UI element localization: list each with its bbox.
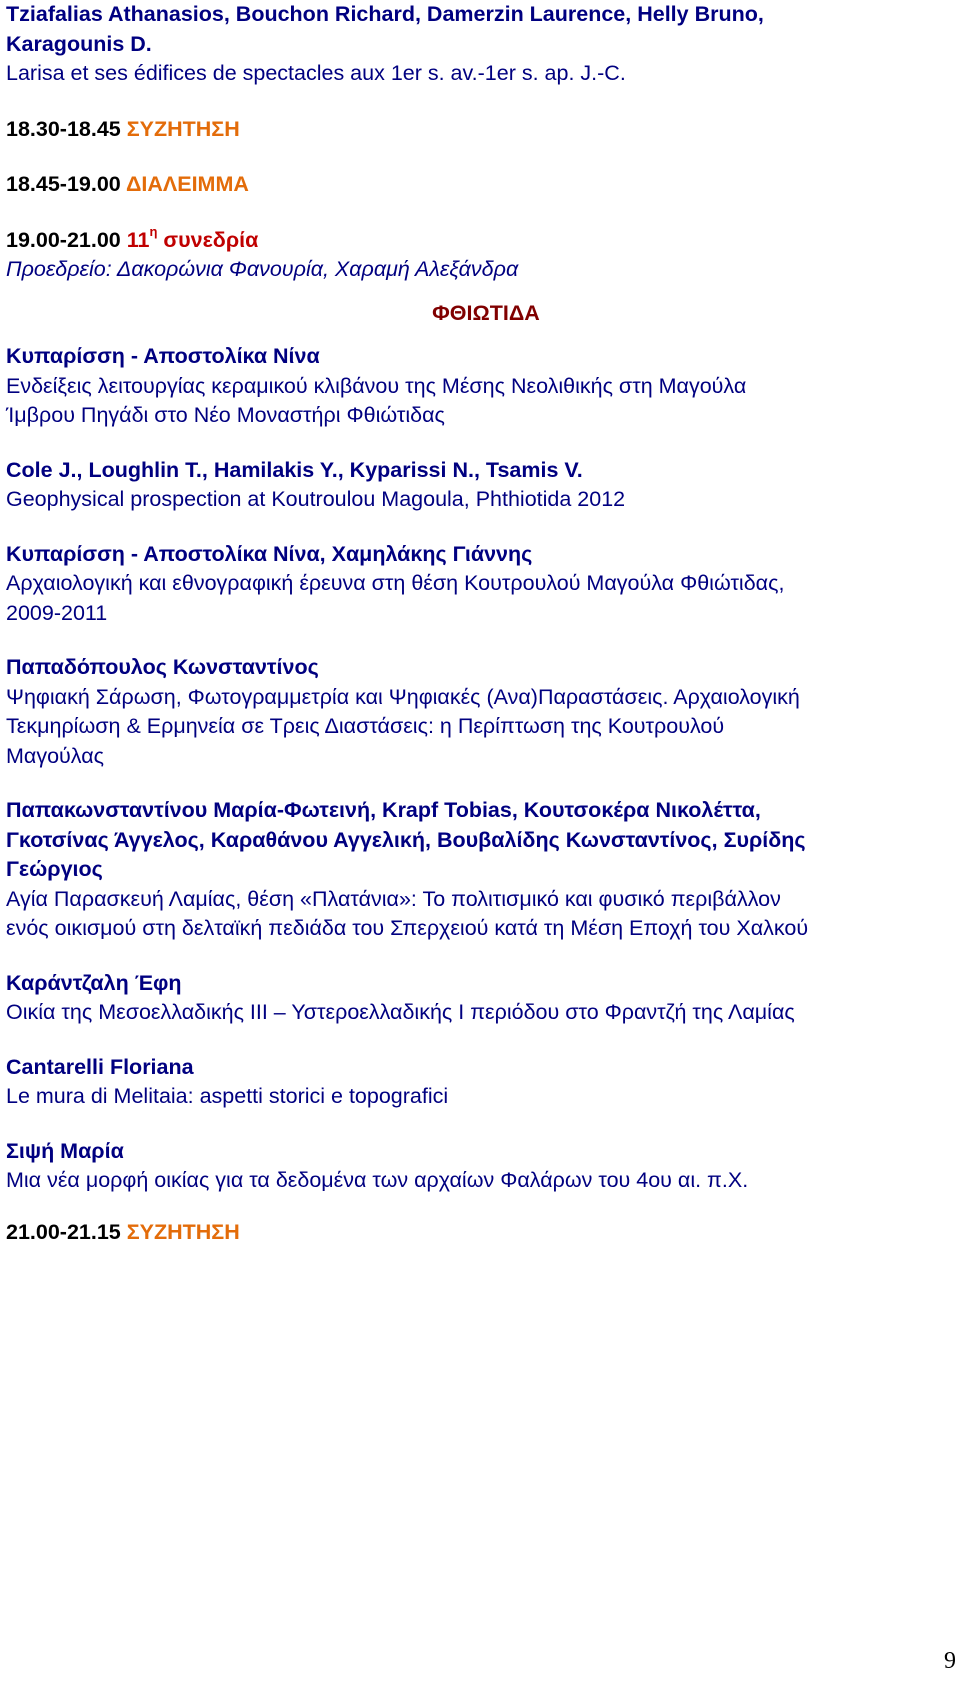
- slot-label: ΣΥΖΗΤΗΣΗ: [126, 116, 240, 141]
- paper-entry: [6, 540, 946, 629]
- session-number: 11: [126, 227, 150, 252]
- paper-authors: Γκοτσίνας Άγγελος, Καραθάνου Αγγελική, Βουβαλίδης Κωνσταντίνος, Συρίδης: [6, 827, 806, 852]
- paper-entry: [6, 796, 946, 944]
- paper-title: Ίμβρου Πηγάδι στο Νέο Μοναστήρι Φθιώτιδας: [6, 403, 445, 427]
- session-word: συνεδρία: [163, 227, 259, 252]
- paper-title: Ενδείξεις λειτουργίας κεραμικού κλιβάνου της Μέσης Νεολιθικής στη Μαγούλα: [6, 373, 747, 398]
- paper-authors: Κυπαρίσση - Αποστολίκα Νίνα, Χαμηλάκης Γιάννης: [6, 541, 533, 566]
- paper-list: [6, 342, 946, 1196]
- session-time: 19.00-21.00: [6, 227, 121, 252]
- paper-entry: [6, 456, 946, 515]
- paper-entry: [6, 1053, 946, 1112]
- break-slot: [6, 170, 946, 200]
- paper-authors: Cole J., Loughlin T., Hamilakis Y., Kyparissi N., Tsamis V.: [6, 457, 583, 482]
- paper-title: Ψηφιακή Σάρωση, Φωτογραμμετρία και Ψηφιακές (Ανα)Παραστάσεις. Αρχαιολογική: [6, 684, 800, 709]
- slot-time: 18.30-18.45: [6, 116, 121, 141]
- page-number: 9: [944, 1648, 956, 1674]
- slot-label: ΔΙΑΛΕΙΜΜΑ: [125, 172, 249, 196]
- paper-title: Αγία Παρασκευή Λαμίας, θέση «Πλατάνια»: Το πολιτισμικό και φυσικό περιβάλλον: [6, 886, 781, 911]
- paper-authors: Γεώργιος: [6, 857, 103, 881]
- session-label: [126, 224, 259, 252]
- paper-authors: Σιψή Μαρία: [6, 1138, 124, 1163]
- paper-entry: [6, 1137, 946, 1196]
- discussion-slot: [6, 1218, 946, 1248]
- session-chair: Προεδρείο: Δακορώνια Φανουρία, Χαραμή Αλεξάνδρα: [6, 257, 519, 281]
- paper-entry: [6, 653, 946, 771]
- paper-title: ενός οικισμού στη δελταϊκή πεδιάδα του Σπερχειού κατά τη Μέση Εποχή του Χαλκού: [6, 916, 809, 940]
- paper-title: Αρχαιολογική και εθνογραφική έρευνα στη θέση Κουτρουλού Μαγούλα Φθιώτιδας,: [6, 571, 785, 595]
- region-heading: ΦΘΙΩΤΙΔΑ: [432, 300, 540, 325]
- session-heading: [6, 226, 946, 256]
- paper-authors: Cantarelli Floriana: [6, 1054, 194, 1079]
- entry-authors: Karagounis D.: [6, 31, 152, 56]
- paper-authors: Παπακωνσταντίνου Μαρία-Φωτεινή, Krapf Tobias, Κουτσοκέρα Νικολέττα,: [6, 798, 761, 822]
- paper-entry: [6, 342, 946, 431]
- discussion-slot: [6, 115, 946, 145]
- slot-time: 21.00-21.15: [6, 1219, 121, 1244]
- paper-entry: [6, 969, 946, 1028]
- paper-authors: Καράντζαλη Έφη: [6, 970, 182, 995]
- entry-authors: Tziafalias Athanasios, Bouchon Richard, Damerzin Laurence, Helly Bruno,: [6, 2, 764, 26]
- paper-title: Οικία της Μεσοελλαδικής ΙΙΙ – Υστεροελλαδικής Ι περιόδου στο Φραντζή της Λαμίας: [6, 1000, 795, 1024]
- paper-title: Μια νέα μορφή οικίας για τα δεδομένα των αρχαίων Φαλάρων του 4ου αι. π.Χ.: [6, 1168, 749, 1192]
- paper-authors: Κυπαρίσση - Αποστολίκα Νίνα: [6, 344, 320, 368]
- session-superscript: η: [149, 224, 158, 240]
- paper-title: Τεκμηρίωση & Ερμηνεία σε Τρεις Διαστάσεις: η Περίπτωση της Κουτρουλού: [6, 714, 725, 738]
- slot-time: 18.45-19.00: [6, 172, 121, 196]
- paper-title: 2009-2011: [6, 600, 108, 625]
- slot-label: ΣΥΖΗΤΗΣΗ: [126, 1219, 240, 1244]
- programme-page: [6, 0, 946, 1247]
- paper-title: Geophysical prospection at Koutroulou Magoula, Phthiotida 2012: [6, 487, 626, 511]
- entry-title: Larisa et ses édifices de spectacles aux 1er s. av.-1er s. ap. J.-C.: [6, 61, 626, 85]
- paper-title: Μαγούλας: [6, 743, 105, 768]
- paper-title: Le mura di Melitaia: aspetti storici e topografici: [6, 1084, 449, 1108]
- paper-authors: Παπαδόπουλος Κωνσταντίνος: [6, 655, 319, 679]
